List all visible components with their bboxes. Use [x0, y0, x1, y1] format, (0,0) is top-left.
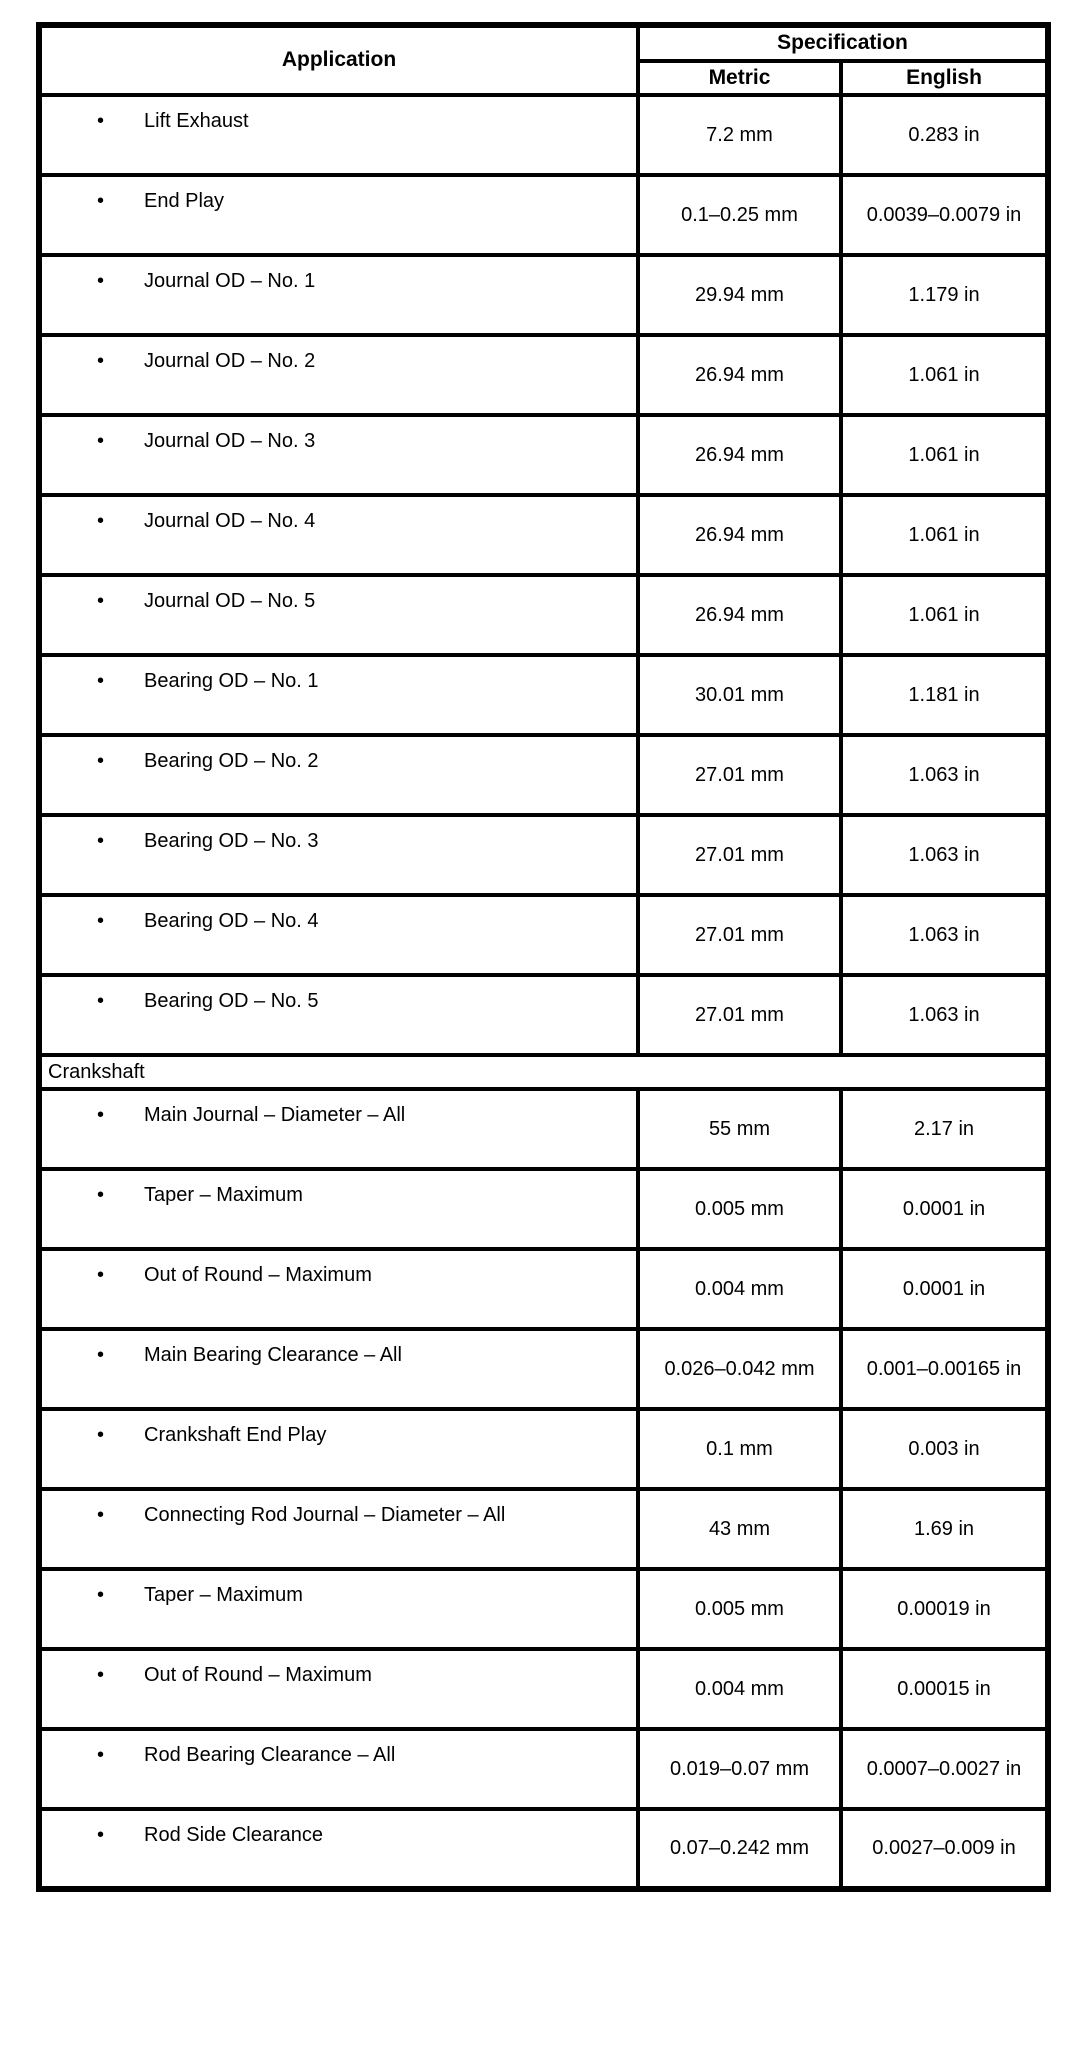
application-cell [39, 1169, 638, 1249]
table-row [39, 655, 1048, 735]
bullet-icon: • [97, 1504, 105, 1526]
column-header-specification: Specification [638, 25, 1048, 61]
application-label: Journal OD – No. 2 [144, 350, 316, 372]
table-row [39, 255, 1048, 335]
application-label: End Play [144, 190, 225, 212]
metric-value: 43 mm [638, 1489, 841, 1569]
application-label: Lift Exhaust [144, 110, 249, 132]
english-value: 0.003 in [841, 1409, 1048, 1489]
bullet-icon: • [97, 1344, 105, 1366]
table-row [39, 735, 1048, 815]
metric-value: 0.1 mm [638, 1409, 841, 1489]
english-value: 0.001–0.00165 in [841, 1329, 1048, 1409]
metric-value: 0.026–0.042 mm [638, 1329, 841, 1409]
english-value: 1.061 in [841, 495, 1048, 575]
application-label: Main Journal – Diameter – All [144, 1104, 406, 1126]
application-cell [39, 95, 638, 175]
english-value: 1.063 in [841, 975, 1048, 1055]
application-label: Journal OD – No. 4 [144, 510, 316, 532]
application-cell [39, 1329, 638, 1409]
application-cell [39, 335, 638, 415]
bullet-icon: • [97, 1744, 105, 1766]
application-label: Main Bearing Clearance – All [144, 1344, 402, 1366]
table-row [39, 1569, 1048, 1649]
table-row [39, 1169, 1048, 1249]
english-value: 0.00015 in [841, 1649, 1048, 1729]
bullet-icon: • [97, 910, 105, 932]
application-label: Bearing OD – No. 4 [144, 910, 319, 932]
bullet-icon: • [97, 750, 105, 772]
english-value: 1.061 in [841, 575, 1048, 655]
spec-table [36, 22, 1051, 1892]
bullet-icon: • [97, 110, 105, 132]
metric-value: 0.005 mm [638, 1169, 841, 1249]
application-cell [39, 975, 638, 1055]
english-value: 0.00019 in [841, 1569, 1048, 1649]
table-row [39, 1649, 1048, 1729]
section-row [39, 1055, 1048, 1089]
table-row [39, 1089, 1048, 1169]
spec-table-header [39, 25, 1048, 95]
application-cell [39, 175, 638, 255]
bullet-icon: • [97, 590, 105, 612]
bullet-icon: • [97, 1664, 105, 1686]
bullet-icon: • [97, 830, 105, 852]
header-row-1 [39, 25, 1048, 61]
table-row [39, 95, 1048, 175]
metric-value: 26.94 mm [638, 335, 841, 415]
english-value: 1.69 in [841, 1489, 1048, 1569]
metric-value: 27.01 mm [638, 975, 841, 1055]
bullet-icon: • [97, 1264, 105, 1286]
metric-value: 30.01 mm [638, 655, 841, 735]
english-value: 1.061 in [841, 335, 1048, 415]
bullet-icon: • [97, 350, 105, 372]
application-cell [39, 495, 638, 575]
application-label: Bearing OD – No. 2 [144, 750, 319, 772]
table-row [39, 495, 1048, 575]
english-value: 0.283 in [841, 95, 1048, 175]
bullet-icon: • [97, 1184, 105, 1206]
english-value: 1.063 in [841, 815, 1048, 895]
metric-value: 29.94 mm [638, 255, 841, 335]
application-label: Crankshaft End Play [144, 1424, 327, 1446]
application-cell [39, 1649, 638, 1729]
application-label: Bearing OD – No. 1 [144, 670, 319, 692]
application-cell [39, 1489, 638, 1569]
application-label: Connecting Rod Journal – Diameter – All [144, 1504, 506, 1526]
table-row [39, 1409, 1048, 1489]
metric-value: 27.01 mm [638, 815, 841, 895]
bullet-icon: • [97, 1104, 105, 1126]
table-row [39, 1489, 1048, 1569]
metric-value: 26.94 mm [638, 495, 841, 575]
metric-value: 7.2 mm [638, 95, 841, 175]
metric-value: 55 mm [638, 1089, 841, 1169]
table-row [39, 335, 1048, 415]
table-row [39, 815, 1048, 895]
application-cell [39, 415, 638, 495]
application-cell [39, 735, 638, 815]
application-cell [39, 1409, 638, 1489]
bullet-icon: • [97, 190, 105, 212]
table-row [39, 1329, 1048, 1409]
table-row [39, 895, 1048, 975]
english-value: 2.17 in [841, 1089, 1048, 1169]
english-value: 0.0027–0.009 in [841, 1809, 1048, 1889]
bullet-icon: • [97, 990, 105, 1012]
english-value: 1.061 in [841, 415, 1048, 495]
column-header-english: English [841, 61, 1048, 95]
metric-value: 26.94 mm [638, 575, 841, 655]
english-value: 1.179 in [841, 255, 1048, 335]
application-cell [39, 1809, 638, 1889]
application-cell [39, 1089, 638, 1169]
table-row [39, 1729, 1048, 1809]
metric-value: 27.01 mm [638, 895, 841, 975]
bullet-icon: • [97, 270, 105, 292]
metric-value: 26.94 mm [638, 415, 841, 495]
application-cell [39, 655, 638, 735]
table-row [39, 575, 1048, 655]
english-value: 1.063 in [841, 895, 1048, 975]
application-label: Rod Bearing Clearance – All [144, 1744, 396, 1766]
table-row [39, 975, 1048, 1055]
bullet-icon: • [97, 510, 105, 532]
bullet-icon: • [97, 1824, 105, 1846]
application-label: Out of Round – Maximum [144, 1664, 372, 1686]
application-cell [39, 255, 638, 335]
spec-table-body [39, 95, 1048, 1889]
column-header-metric: Metric [638, 61, 841, 95]
metric-value: 0.004 mm [638, 1649, 841, 1729]
table-row [39, 175, 1048, 255]
application-cell [39, 815, 638, 895]
application-cell [39, 1249, 638, 1329]
application-cell [39, 575, 638, 655]
english-value: 0.0007–0.0027 in [841, 1729, 1048, 1809]
application-label: Taper – Maximum [144, 1584, 303, 1606]
bullet-icon: • [97, 670, 105, 692]
bullet-icon: • [97, 1424, 105, 1446]
english-value: 0.0039–0.0079 in [841, 175, 1048, 255]
metric-value: 0.004 mm [638, 1249, 841, 1329]
application-cell [39, 895, 638, 975]
table-row [39, 1249, 1048, 1329]
metric-value: 0.07–0.242 mm [638, 1809, 841, 1889]
bullet-icon: • [97, 430, 105, 452]
application-label: Journal OD – No. 1 [144, 270, 316, 292]
application-label: Bearing OD – No. 5 [144, 990, 319, 1012]
section-label: Crankshaft [39, 1055, 1048, 1089]
english-value: 0.0001 in [841, 1249, 1048, 1329]
english-value: 1.063 in [841, 735, 1048, 815]
bullet-icon: • [97, 1584, 105, 1606]
english-value: 0.0001 in [841, 1169, 1048, 1249]
application-cell [39, 1569, 638, 1649]
english-value: 1.181 in [841, 655, 1048, 735]
table-row [39, 415, 1048, 495]
application-label: Rod Side Clearance [144, 1824, 323, 1846]
application-label: Journal OD – No. 5 [144, 590, 316, 612]
metric-value: 0.1–0.25 mm [638, 175, 841, 255]
column-header-application: Application [39, 25, 638, 95]
application-label: Bearing OD – No. 3 [144, 830, 319, 852]
metric-value: 0.005 mm [638, 1569, 841, 1649]
application-label: Journal OD – No. 3 [144, 430, 316, 452]
application-label: Taper – Maximum [144, 1184, 303, 1206]
metric-value: 27.01 mm [638, 735, 841, 815]
metric-value: 0.019–0.07 mm [638, 1729, 841, 1809]
application-label: Out of Round – Maximum [144, 1264, 372, 1286]
table-row [39, 1809, 1048, 1889]
application-cell [39, 1729, 638, 1809]
